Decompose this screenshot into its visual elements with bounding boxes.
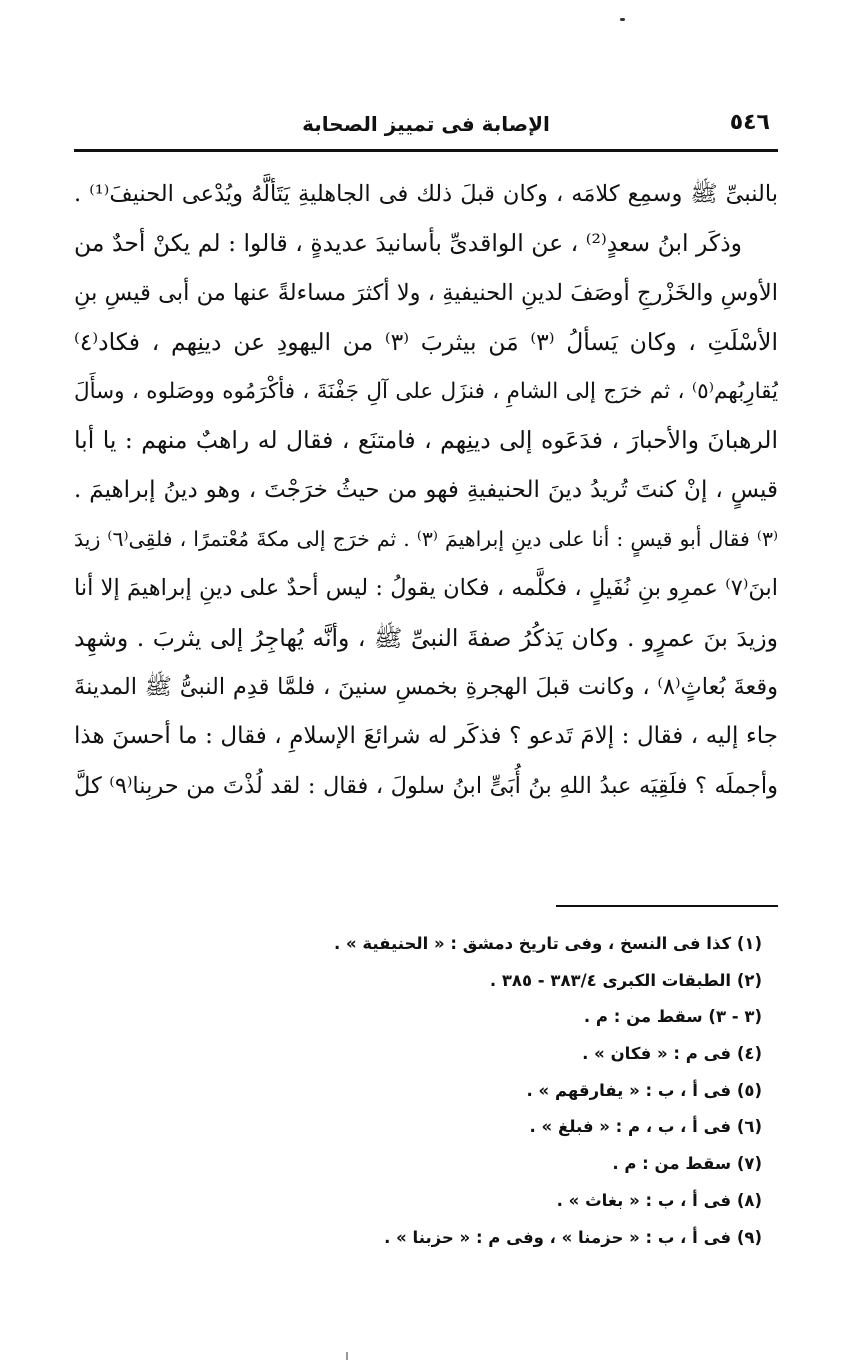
ink-speck — [620, 18, 625, 21]
footnote: (٨) فى أ ، ب : « بغاث » . — [556, 1190, 762, 1210]
footnotes — [74, 926, 762, 1256]
text-line: الأسْلَتِ ، وكان يَسألُ ⁽٣⁾ مَن بيثربَ ⁽٣⁾ من اليهودِ عن دينِهم ، فكاد⁽٤⁾ — [74, 327, 778, 356]
footnote-separator — [556, 905, 778, 907]
footnote: (٩) فى أ ، ب : « حزمنا » ، وفى م : « حزبنا » . — [384, 1227, 762, 1247]
page-number: ٥٤٦ — [729, 110, 770, 135]
header-rule — [74, 149, 778, 152]
text-line: وذكَر ابنُ سعدٍ⁽²⁾ ، عن الواقدىِّ بأسانيدَ عديدةٍ ، قالوا : لم يكنْ أحدٌ من — [74, 229, 743, 258]
footnote: (٤) فى م : « فكان » . — [582, 1044, 762, 1064]
text-line: جاء إليه ، فقال : إلامَ تَدعو ؟ فذكَر له شرائعَ الإسلامِ ، فقال : ما أحسنَ هذا — [74, 723, 778, 750]
page-header — [74, 108, 778, 142]
text-line: وزيدَ بنَ عمرٍو . وكان يَذكُرُ صفةَ النبىِّ ﷺ ، وأنَّه يُهاجِرُ إلى يثربَ . وشهِد — [74, 623, 778, 652]
text-line: وقعةَ بُعاثٍ⁽٨⁾ ، وكانت قبلَ الهجرةِ بخمسِ سنينَ ، فلمَّا قدِم النبىُّ ﷺ المدينةَ — [74, 673, 778, 700]
text-line: قيسٍ ، إنْ كنتَ تُريدُ دينَ الحنيفيةِ فهو من حيثُ خرَجْتَ ، وهو دينُ إبراهيمَ . — [74, 476, 778, 503]
footnote: (٧) سقط من : م . — [612, 1154, 762, 1174]
footnote: (٢) الطبقات الكبرى ٣٨٣/٤ - ٣٨٥ . — [489, 970, 762, 990]
footnote: (٦) فى أ ، ب ، م : « فبلغ » . — [529, 1117, 762, 1137]
footnote: (١) كذا فى النسخ ، وفى تاريخ دمشق : « الحنيفية » . — [333, 934, 762, 953]
footnote: (٥) فى أ ، ب : « يفارقهم » . — [526, 1080, 762, 1100]
text-line: ابنَ⁽٧⁾ عمرِو بنِ نُفَيلٍ ، فكلَّمه ، فكان يقولُ : ليس أحدٌ على دينِ إبراهيمَ إلا أنا — [74, 575, 778, 602]
text-line: الرهبانَ والأحبارَ ، فدَعَوه إلى دينِهم ، فامتنَع ، فقال له راهبٌ منهم : يا أبا — [74, 426, 778, 455]
scan-mark — [346, 1352, 348, 1360]
text-line: الأوسِ والخَزْرجِ أوصَفَ لدينِ الحنيفيةِ ، ولا أكثرَ مساءلةً عنها من أبى قيسِ بنِ — [74, 279, 778, 306]
text-line: ⁽٣⁾ فقال أبو قيسٍ : أنا على دينِ إبراهيمَ ⁽٣⁾ . ثم خرَج إلى مكةَ مُعْتمرًا ، فلقِى⁽٦⁾ زيدَ — [74, 527, 778, 552]
text-line: بالنبىِّ ﷺ وسمِع كلامَه ، وكان قبلَ ذلك فى الجاهليةِ يَتَألَّهُ ويُدْعى الحنيفَ⁽¹⁾ . — [74, 181, 778, 207]
text-line: يُقارِبُهم⁽٥⁾ ، ثم خرَج إلى الشامِ ، فنزَل على آلِ جَفْنَةَ ، فأكْرَمُوه ووصَلوه ، وسأَلَ — [74, 379, 778, 405]
footnote: (٣ - ٣) سقط من : م . — [583, 1007, 762, 1027]
text-line: وأجملَه ؟ فلَقِيَه عبدُ اللهِ بنُ أُبَىٍّ ابنُ سلولَ ، فقال : لقد لُذْتَ من حربِنا⁽٩⁾ كلَّ — [74, 772, 778, 799]
running-title: الإصابة فى تمييز الصحابة — [302, 112, 550, 136]
main-text — [74, 170, 778, 811]
